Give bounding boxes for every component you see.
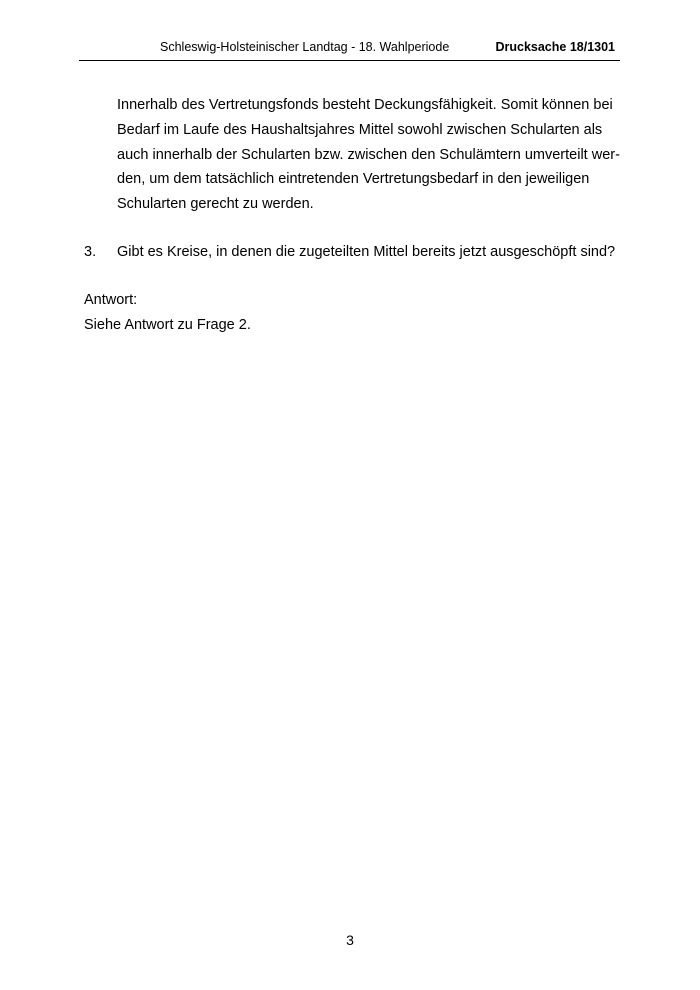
page-header — [79, 38, 620, 61]
paragraph-line: Innerhalb des Vertretungsfonds besteht Deckungsfähigkeit. Somit können bei — [117, 97, 613, 113]
answer-text: Siehe Antwort zu Frage 2. — [84, 317, 251, 333]
question-text: Gibt es Kreise, in denen die zugeteilten Mittel bereits jetzt ausgeschöpft sind? — [117, 244, 616, 260]
paragraph-line: den, um dem tatsächlich eintretenden Vertretungsbedarf in den jeweiligen — [117, 171, 590, 187]
header-title: Schleswig-Holsteinischer Landtag - 18. Wahlperiode — [160, 40, 450, 54]
paragraph-line: Bedarf im Laufe des Haushaltsjahres Mittel sowohl zwischen Schularten als — [117, 122, 603, 138]
paragraph-line: Schularten gerecht zu werden. — [117, 196, 314, 212]
answer-label: Antwort: — [84, 292, 138, 308]
question-number: 3. — [84, 244, 97, 260]
paragraph-line: auch innerhalb der Schularten bzw. zwischen den Schulämtern umverteilt wer- — [117, 147, 620, 163]
document-number: Drucksache 18/1301 — [495, 40, 615, 54]
page-number: 3 — [346, 932, 354, 948]
